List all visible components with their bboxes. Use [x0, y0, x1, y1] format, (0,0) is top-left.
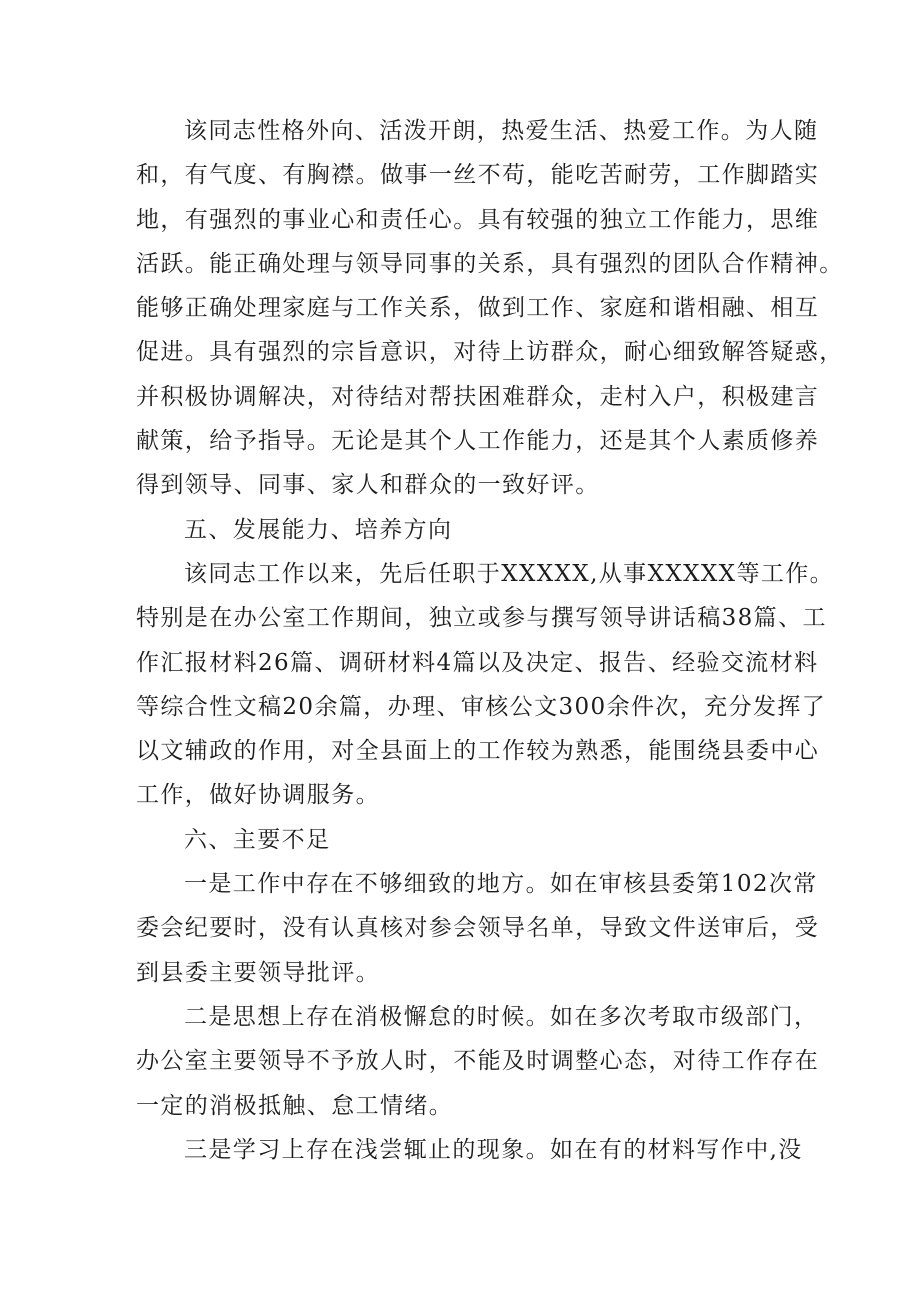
paragraph-line: 工作，做好协调服务。: [136, 782, 380, 809]
paragraph-line: 一是工作中存在不够细致的地方。如在审核县委第102次常: [184, 871, 818, 898]
paragraph-line: 能够正确处理家庭与工作关系，做到工作、家庭和谐相融、相互: [136, 295, 820, 322]
paragraph-line: 办公室主要领导不予放人时，不能及时调整心态，对待工作存在: [136, 1048, 820, 1075]
paragraph-line: 促进。具有强烈的宗旨意识，对待上访群众，耐心细致解答疑惑，: [136, 339, 844, 366]
document-body: [136, 109, 844, 1172]
paragraph-line: 活跃。能正确处理与领导同事的关系，具有强烈的团队合作精神。: [136, 250, 844, 277]
paragraph-line: 一定的消极抵触、怠工情绪。: [136, 1092, 454, 1119]
paragraph-line: 以文辅政的作用，对全县面上的工作较为熟悉，能围绕县委中心: [136, 738, 820, 765]
paragraph-line: 委会纪要时，没有认真核对参会领导名单，导致文件送审后，受: [136, 915, 820, 942]
section-heading: 六、主要不足: [184, 826, 331, 853]
paragraph-line: 到县委主要领导批评。: [136, 959, 380, 986]
paragraph-line: 和，有气度、有胸襟。做事一丝不苟，能吃苦耐劳，工作脚踏实: [136, 162, 820, 189]
paragraph-line: 作汇报材料26篇、调研材料4篇以及决定、报告、经验交流材料: [136, 649, 819, 676]
paragraph-line: 三是学习上存在浅尝辄止的现象。如在有的材料写作中,没: [184, 1136, 803, 1163]
paragraph-line: 该同志性格外向、活泼开朗，热爱生活、热爱工作。为人随: [184, 118, 819, 144]
paragraph-line: 该同志工作以来，先后任职于XXXXX,从事XXXXX等工作。: [184, 560, 835, 587]
paragraph-line: 二是思想上存在消极懈怠的时候。如在多次考取市级部门，: [184, 1003, 819, 1030]
paragraph-line: 献策，给予指导。无论是其个人工作能力，还是其个人素质修养: [136, 428, 820, 455]
paragraph-line: 并积极协调解决，对待结对帮扶困难群众，走村入户，积极建言: [136, 383, 820, 410]
paragraph-line: 等综合性文稿20余篇，办理、审核公文300余件次，充分发挥了: [136, 693, 827, 720]
paragraph-line: 地，有强烈的事业心和责任心。具有较强的独立工作能力，思维: [136, 206, 820, 233]
paragraph-line: 特别是在办公室工作期间，独立或参与撰写领导讲话稿38篇、工: [136, 605, 827, 632]
section-heading: 五、发展能力、培养方向: [184, 516, 453, 543]
paragraph-line: 得到领导、同事、家人和群众的一致好评。: [136, 472, 600, 499]
